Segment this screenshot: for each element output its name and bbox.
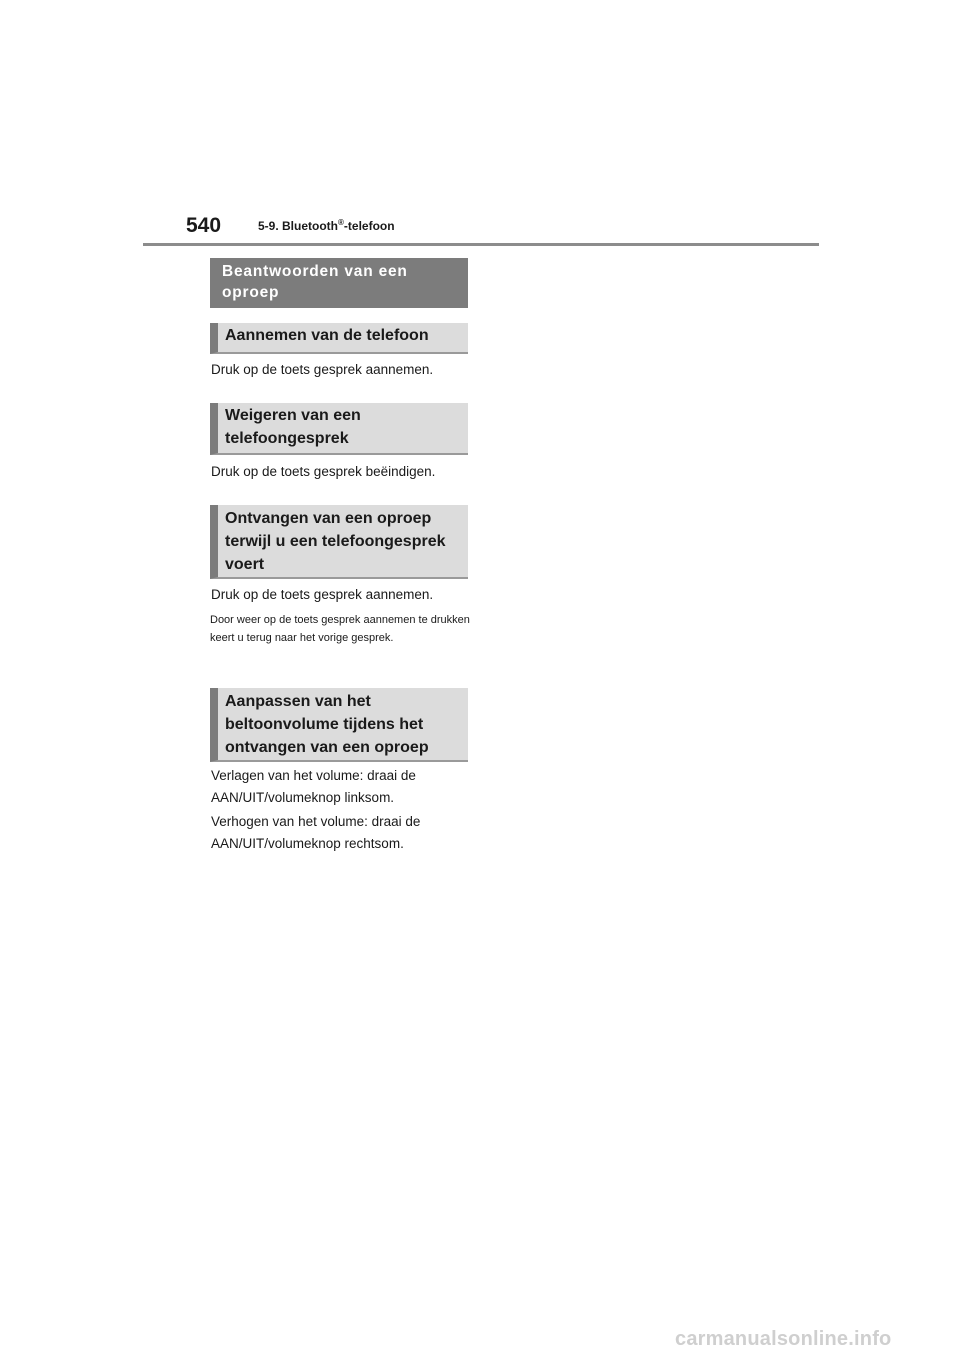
body-reject-call: Druk op de toets gesprek beëindigen.	[211, 464, 436, 479]
body-volume-up: Verhogen van het volume: draai de AAN/UIT/volumeknop rechtsom.	[211, 814, 421, 851]
subheading-reject-call: Weigeren van een telefoongesprek	[210, 403, 468, 455]
page-number: 540	[186, 214, 222, 237]
note-call-waiting: Door weer op de toets gesprek aannemen te drukken keert u terug naar het vorige gesprek.	[210, 614, 470, 644]
running-head-prefix: 5-9. Bluetooth	[258, 219, 338, 233]
header-rule	[143, 243, 819, 246]
subheading-call-waiting: Ontvangen van een oproep terwijl u een telefoongesprek voert	[210, 505, 468, 579]
section-title: Beantwoorden van een oproep	[210, 258, 468, 308]
subheading-ringtone-volume: Aanpassen van het beltoonvolume tijdens het ontvangen van een oproep	[210, 688, 468, 762]
running-head-suffix: -telefoon	[343, 219, 395, 233]
body-call-waiting: Druk op de toets gesprek aannemen.	[211, 587, 434, 602]
running-head	[258, 218, 395, 233]
watermark: carmanualsonline.info	[675, 1328, 892, 1350]
body-answer-call: Druk op de toets gesprek aannemen.	[211, 362, 434, 377]
subheading-answer-call: Aannemen van de telefoon	[210, 323, 468, 354]
registered-mark: ®	[338, 218, 344, 227]
body-volume-down: Verlagen van het volume: draai de AAN/UIT/volumeknop linksom.	[211, 768, 416, 805]
